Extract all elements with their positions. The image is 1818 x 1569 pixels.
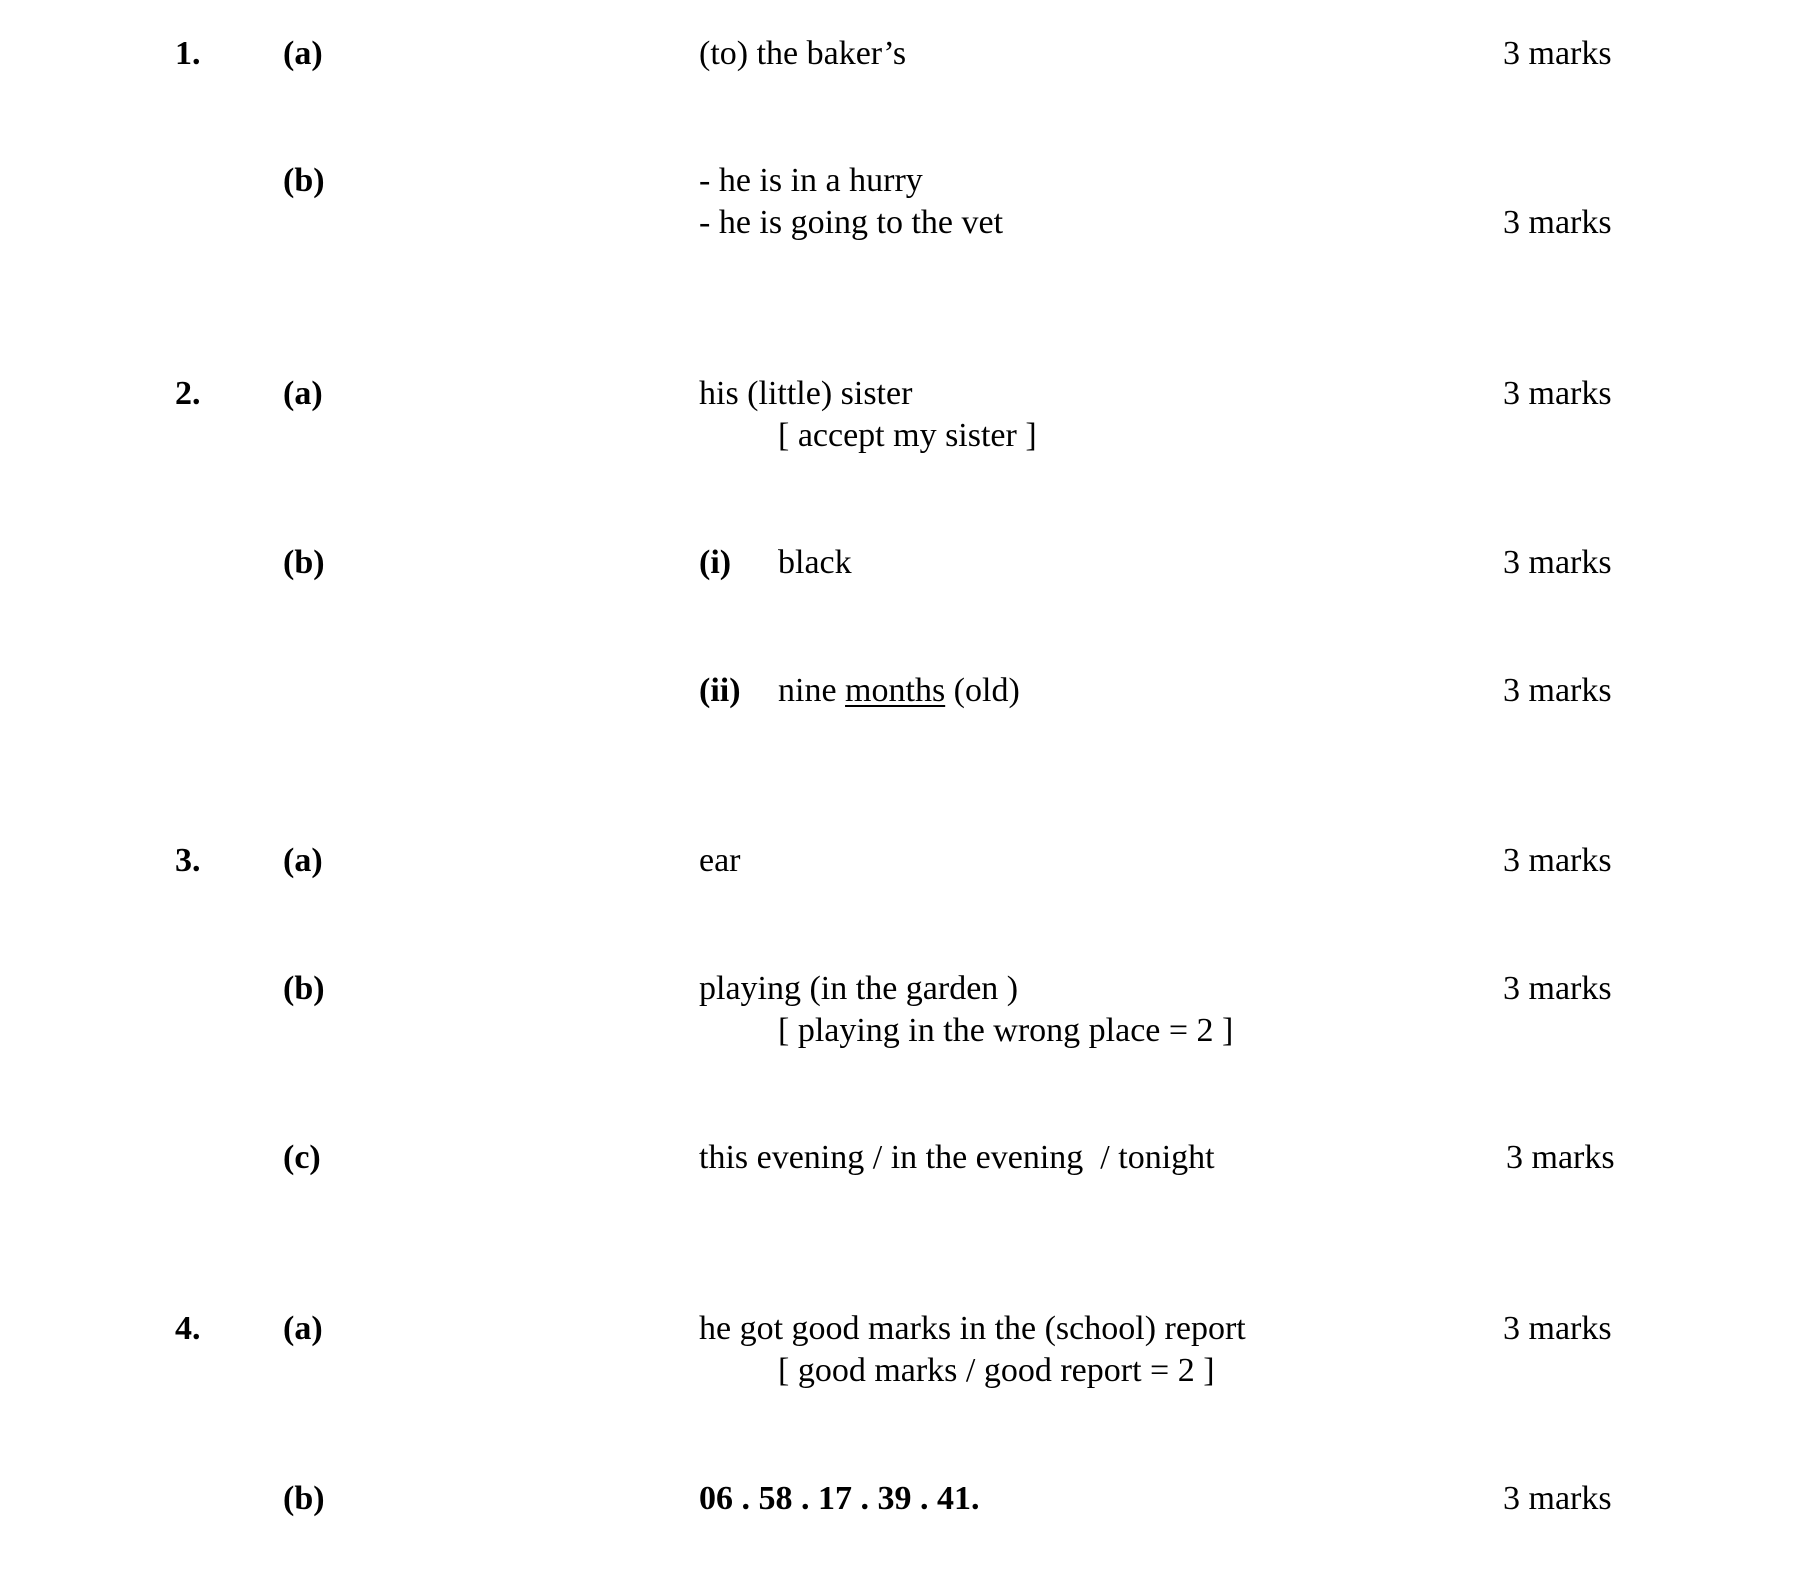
answer-text: ear xyxy=(699,842,741,879)
part-label: (a) xyxy=(283,375,323,412)
part-label: (c) xyxy=(283,1139,321,1176)
subpart-label: (ii) xyxy=(699,672,741,709)
part-label: (a) xyxy=(283,1310,323,1347)
answer-text: black xyxy=(778,544,852,581)
answer-post: (old) xyxy=(945,672,1020,709)
underlined-keyword: months xyxy=(845,672,946,709)
marking-note: [ accept my sister ] xyxy=(778,417,1037,454)
marks-label: 3 marks xyxy=(1503,375,1612,412)
answer-text: 06 . 58 . 17 . 39 . 41. xyxy=(699,1480,980,1517)
part-label: (b) xyxy=(283,162,325,199)
answer-text: he got good marks in the (school) report xyxy=(699,1310,1246,1347)
part-label: (a) xyxy=(283,842,323,879)
question-number: 3. xyxy=(175,842,201,879)
marks-label: 3 marks xyxy=(1503,204,1612,241)
marking-note: [ good marks / good report = 2 ] xyxy=(778,1352,1215,1389)
answer-text: (to) the baker’s xyxy=(699,35,907,72)
answer-text: his (little) sister xyxy=(699,375,913,412)
marks-label: 3 marks xyxy=(1503,35,1612,72)
marking-note: [ playing in the wrong place = 2 ] xyxy=(778,1012,1234,1049)
part-label: (b) xyxy=(283,970,325,1007)
marks-label: 3 marks xyxy=(1503,970,1612,1007)
answer-text: playing (in the garden ) xyxy=(699,970,1019,1007)
marks-label: 3 marks xyxy=(1503,544,1612,581)
marks-label: 3 marks xyxy=(1503,672,1612,709)
marks-label: 3 marks xyxy=(1503,842,1612,879)
part-label: (b) xyxy=(283,1480,325,1517)
subpart-label: (i) xyxy=(699,544,732,581)
part-label: (a) xyxy=(283,35,323,72)
marks-label: 3 marks xyxy=(1506,1139,1615,1176)
part-label: (b) xyxy=(283,544,325,581)
answer-text: - he is in a hurry xyxy=(699,162,923,199)
question-number: 2. xyxy=(175,375,201,412)
marks-label: 3 marks xyxy=(1503,1480,1612,1517)
answer-text: this evening / in the evening / tonight xyxy=(699,1139,1215,1176)
question-number: 1. xyxy=(175,35,201,72)
answer-text xyxy=(778,671,1020,711)
marks-label: 3 marks xyxy=(1503,1310,1612,1347)
answer-pre: nine xyxy=(778,672,846,709)
question-number: 4. xyxy=(175,1310,201,1347)
answer-text: - he is going to the vet xyxy=(699,204,1004,241)
